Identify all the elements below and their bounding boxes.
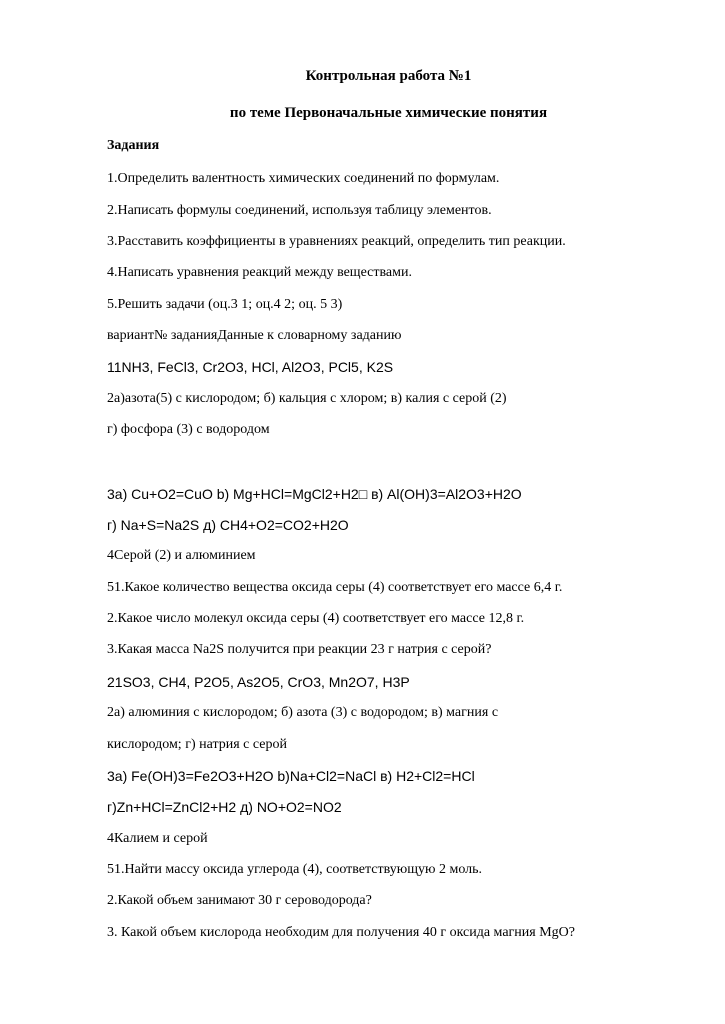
text-line: 3.Какая масса Na2S получится при реакции 23 г натрия с серой? <box>107 642 492 657</box>
text-line: вариант№ заданияДанные к словарному заданию <box>107 328 402 343</box>
document-subtitle: по теме Первоначальные химические понятия <box>229 105 548 121</box>
text-line: 11NH3, FeCl3, Cr2O3, HCl, Al2O3, PCl5, K2S <box>107 359 394 375</box>
document-title: Контрольная работа №1 <box>305 68 472 84</box>
text-line: 1.Определить валентность химических соединений по формулам. <box>107 171 500 186</box>
text-line: 51.Найти массу оксида углерода (4), соответствующую 2 моль. <box>107 862 483 877</box>
text-line: г)Zn+HCl=ZnCl2+H2 д) NO+O2=NO2 <box>107 799 342 815</box>
text-line: 2а)азота(5) с кислородом; б) кальция с хлором; в) калия с серой (2) <box>107 391 507 406</box>
text-line: г) фосфора (3) с водородом <box>107 422 270 437</box>
text-line: г) Na+S=Na2S д) CH4+O2=CO2+H2O <box>107 517 349 533</box>
text-line: 5.Решить задачи (оц.3 1; оц.4 2; оц. 5 3) <box>107 297 343 312</box>
text-line: 4Калием и серой <box>107 831 208 846</box>
text-line: 2.Какое число молекул оксида серы (4) соответствует его массе 12,8 г. <box>107 611 525 626</box>
text-line: 3а) Fe(OH)3=Fe2O3+H2O b)Na+Cl2=NaCl в) H2+Cl2=HCl <box>107 768 475 784</box>
text-line: 2а) алюминия с кислородом; б) азота (3) с водородом; в) магния с <box>107 705 499 720</box>
text-line: 21SO3, CH4, P2O5, As2O5, CrO3, Mn2O7, H3P <box>107 674 410 690</box>
text-line: 4Серой (2) и алюминием <box>107 548 256 563</box>
section-heading: Задания <box>107 138 160 153</box>
text-line: 4.Написать уравнения реакций между веществами. <box>107 265 412 280</box>
text-line: 3. Какой объем кислорода необходим для получения 40 г оксида магния MgO? <box>107 925 575 940</box>
text-line: кислородом; г) натрия с серой <box>107 737 287 752</box>
text-line: 3.Расставить коэффициенты в уравнениях реакций, определить тип реакции. <box>107 234 566 249</box>
text-line: 51.Какое количество вещества оксида серы (4) соответствует его массе 6,4 г. <box>107 580 563 595</box>
text-line: 2.Какой объем занимают 30 г сероводорода? <box>107 893 372 908</box>
text-line: 2.Написать формулы соединений, используя таблицу элементов. <box>107 203 492 218</box>
text-line: 3а) Cu+O2=CuO b) Mg+HCl=MgCl2+H2□ в) Al(OH)3=Al2O3+H2O <box>107 486 522 502</box>
